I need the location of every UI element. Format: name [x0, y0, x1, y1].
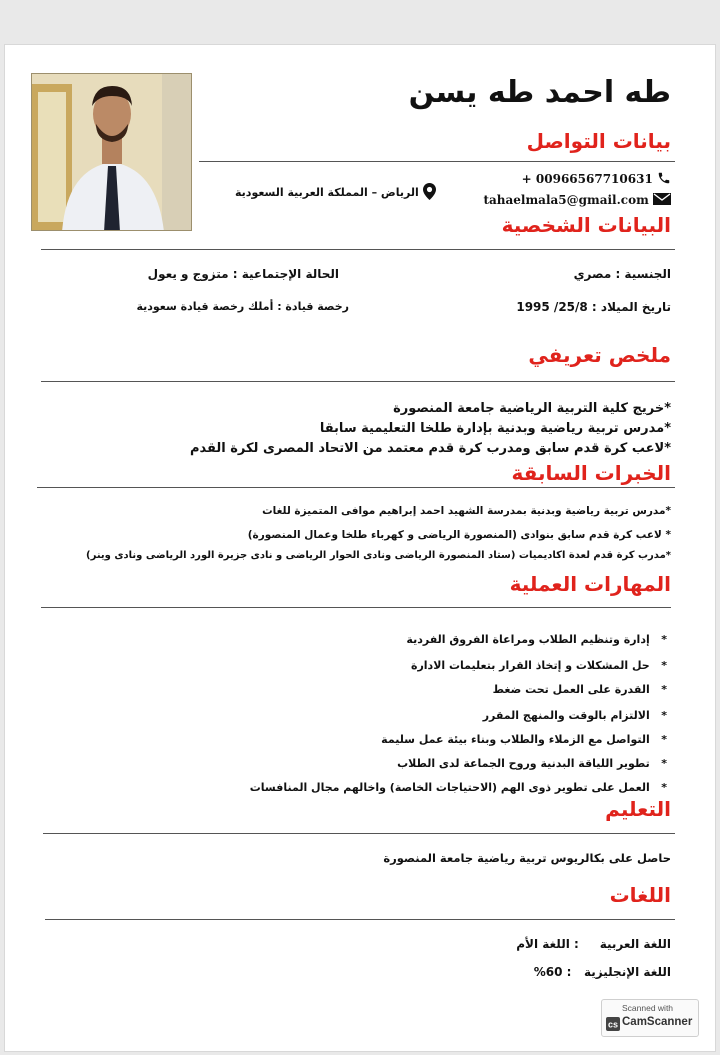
email-row [483, 193, 671, 208]
scanner-line2: CamScanner [622, 1016, 693, 1028]
skill-item: * إدارة وتنظيم الطلاب ومراعاة الفروق الفردية [406, 633, 667, 646]
experience-item: *مدرب كرة قدم لعدة اكاديميات (ستاد المنصورة الرياضى ونادى الحوار الرياضى و نادى جزيرة الورد الرياضى ونادى وينر) [86, 550, 671, 561]
svg-text:cs: cs [607, 1019, 619, 1030]
languages-divider [45, 919, 675, 920]
personal-divider [41, 249, 675, 250]
experience-heading: الخبرات السابقة [511, 461, 671, 485]
summary-item: *مدرس تربية رياضية وبدنية بإدارة طلخا التعليمية سابقا [319, 421, 671, 436]
email-address[interactable]: tahaelmala5@gmail.com [483, 193, 649, 207]
location-pin-icon [423, 183, 436, 203]
skill-item: * العمل على تطوير ذوى الهم (الاحتياجات الخاصة) واخالهم مجال المنافسات [249, 781, 667, 794]
full-name: طه احمد طه يسن [408, 75, 671, 110]
camscanner-watermark [601, 999, 699, 1037]
birth-date: تاريخ الميلاد : 25/8/ 1995 [516, 300, 671, 314]
languages-heading: اللغات [609, 883, 671, 907]
summary-heading: ملخص تعريفي [528, 343, 671, 367]
summary-divider [41, 381, 675, 382]
skill-item: * القدرة على العمل تحت ضغط [492, 683, 667, 696]
education-text: حاصل على بكالريوس تربية رياضية جامعة المنصورة [383, 851, 671, 865]
address-row [235, 183, 436, 203]
contact-divider [199, 161, 675, 162]
driving-license: رخصة قيادة : أملك رخصة قيادة سعودية [136, 300, 349, 313]
phone-icon [657, 171, 671, 188]
personal-heading: البيانات الشخصية [501, 213, 671, 237]
language-name: اللغة الإنجليزية [584, 965, 671, 979]
education-heading: التعليم [605, 797, 671, 821]
language-row [534, 965, 671, 979]
profile-photo [31, 73, 192, 231]
experience-item: * لاعب كرة قدم سابق بنوادى (المنصورة الرياضى و كهرباء طلخا وعمال المنصورة) [247, 529, 671, 541]
skill-item: * الالتزام بالوقت والمنهج المقرر [482, 709, 667, 722]
experience-item: *مدرس تربية رياضية وبدنية بمدرسة الشهيد احمد إبراهيم موافى المتميزة للغات [262, 505, 671, 517]
person-photo-icon [32, 74, 192, 231]
resume-page [4, 44, 716, 1052]
skill-item: * تطوير اللياقة البدنية وروح الجماعة لدى الطلاب [397, 757, 667, 770]
envelope-icon [653, 193, 671, 208]
summary-item: *لاعب كرة قدم سابق ومدرب كرة قدم معتمد من الاتحاد المصرى لكرة القدم [189, 441, 671, 456]
scanner-line1: Scanned with [622, 1003, 674, 1013]
skills-heading: المهارات العملية [509, 572, 671, 596]
phone-row [522, 171, 671, 188]
language-level: : اللغة الأم [516, 937, 579, 951]
camscanner-logo-icon [606, 1016, 620, 1035]
marital-status: الحالة الإجتماعية : متزوج و يعول [147, 267, 339, 281]
address-text: الرياض – المملكة العربية السعودية [235, 186, 419, 199]
skill-item: * التواصل مع الزملاء والطلاب وبناء بيئة عمل سليمة [381, 733, 667, 746]
language-name: اللغة العربية [599, 937, 671, 951]
language-level: : 60% [533, 965, 572, 979]
language-row [516, 937, 671, 951]
contact-heading: بيانات التواصل [526, 129, 671, 153]
experience-divider [37, 487, 675, 488]
summary-item: *خريج كلية التربية الرياضية جامعة المنصورة [393, 401, 671, 416]
education-divider [43, 833, 675, 834]
skill-item: * حل المشكلات و إتخاذ القرار بتعليمات الادارة [410, 659, 667, 672]
nationality: الجنسية : مصري [573, 267, 671, 281]
phone-number: + 00966567710631 [521, 172, 653, 186]
skills-divider [41, 607, 671, 608]
